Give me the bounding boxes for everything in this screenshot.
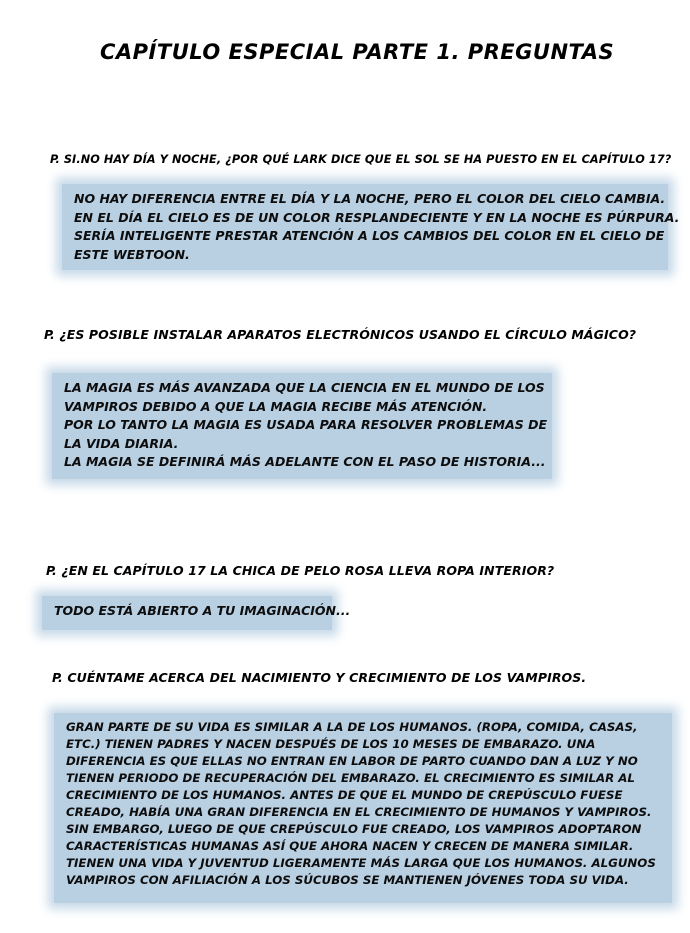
answer-4-line-6: CREADO, HABÍA UNA GRAN DIFERENCIA EN EL CRECIMIENTO DE HUMANOS Y VAMPIROS. [66,805,652,819]
answer-box-3 [42,596,351,630]
answer-2-line-5: LA MAGIA SE DEFINIRÁ MÁS ADELANTE CON EL PASO DE HISTORIA... [64,454,546,469]
answer-1-line-4: ESTE WEBTOON. [74,246,190,262]
question-3: P. ¿EN EL CAPÍTULO 17 LA CHICA DE PELO ROSA LLEVA ROPA INTERIOR? [46,563,555,578]
answer-4-line-7: SIN EMBARGO, LUEGO DE QUE CREPÚSCULO FUE CREADO, LOS VAMPIROS ADOPTARON [66,822,642,836]
answer-box-4 [54,713,672,903]
answer-1-line-1: NO HAY DIFERENCIA ENTRE EL DÍA Y LA NOCHE, PERO EL COLOR DEL CIELO CAMBIA. [74,191,666,206]
answer-2-line-4: LA VIDA DIARIA. [64,435,179,451]
answer-4-line-2: ETC.) TIENEN PADRES Y NACEN DESPUÉS DE LOS 10 MESES DE EMBARAZO. UNA [66,737,596,751]
answer-4-line-1: GRAN PARTE DE SU VIDA ES SIMILAR A LA DE LOS HUMANOS. (ROPA, COMIDA, CASAS, [66,720,638,734]
answer-2-line-1: LA MAGIA ES MÁS AVANZADA QUE LA CIENCIA EN EL MUNDO DE LOS [64,380,545,395]
answer-3-line-1: TODO ESTÁ ABIERTO A TU IMAGINACIÓN... [54,603,351,618]
answer-2-line-2: VAMPIROS DEBIDO A QUE LA MAGIA RECIBE MÁS ATENCIÓN. [64,398,488,414]
answer-4-line-5: CRECIMIENTO DE LOS HUMANOS. ANTES DE QUE EL MUNDO DE CREPÚSCULO FUESE [66,788,623,802]
answer-4-line-9: TIENEN UNA VIDA Y JUVENTUD LIGERAMENTE MÁS LARGA QUE LOS HUMANOS. ALGUNOS [66,856,656,870]
answer-1-line-2: EN EL DÍA EL CIELO ES DE UN COLOR RESPLANDECIENTE Y EN LA NOCHE ES PÚRPURA. [74,209,680,225]
question-4: P. CUÉNTAME ACERCA DEL NACIMIENTO Y CRECIMIENTO DE LOS VAMPIROS. [52,670,587,685]
page-title: CAPÍTULO ESPECIAL PARTE 1. PREGUNTAS [100,40,615,64]
question-2: P. ¿ES POSIBLE INSTALAR APARATOS ELECTRÓNICOS USANDO EL CÍRCULO MÁGICO? [44,327,637,342]
answer-4-line-10: VAMPIROS CON AFILIACIÓN A LOS SÚCUBOS SE MANTIENEN JÓVENES TODA SU VIDA. [66,873,629,887]
answer-4-line-8: CARACTERÍSTICAS HUMANAS ASÍ QUE AHORA NACEN Y CRECEN DE MANERA SIMILAR. [66,839,634,853]
answer-box-2 [52,373,552,479]
answer-4-line-3: DIFERENCIA ES QUE ELLAS NO ENTRAN EN LABOR DE PARTO CUANDO DAN A LUZ Y NO [66,754,638,768]
answer-4-line-4: TIENEN PERIODO DE RECUPERACIÓN DEL EMBARAZO. EL CRECIMIENTO ES SIMILAR AL [66,771,635,785]
answer-1-line-3: SERÍA INTELIGENTE PRESTAR ATENCIÓN A LOS CAMBIOS DEL COLOR EN EL CIELO DE [74,228,665,243]
answer-box-1 [62,184,680,270]
answer-2-line-3: POR LO TANTO LA MAGIA ES USADA PARA RESOLVER PROBLEMAS DE [64,417,548,432]
question-1: P. SI.NO HAY DÍA Y NOCHE, ¿POR QUÉ LARK DICE QUE EL SOL SE HA PUESTO EN EL CAPÍTULO 17? [50,153,672,166]
